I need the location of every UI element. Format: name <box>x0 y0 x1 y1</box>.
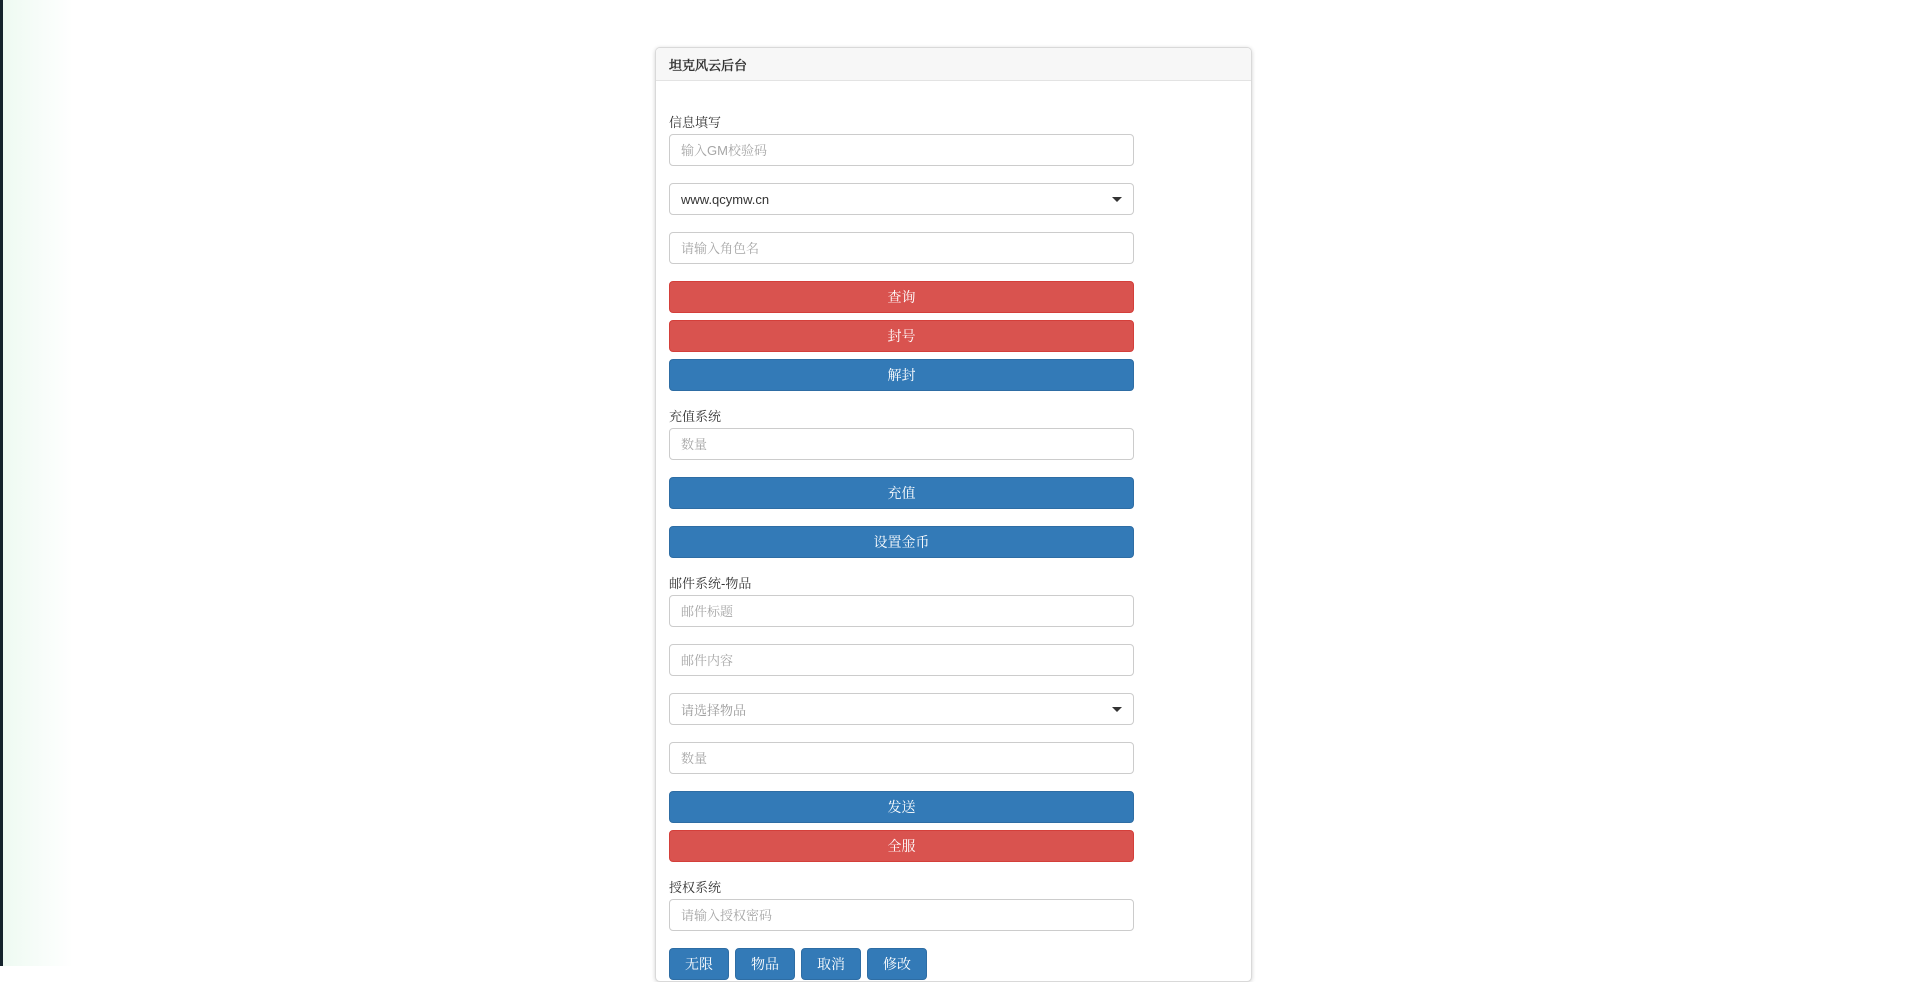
server-select-value: www.qcymw.cn <box>681 191 770 207</box>
query-button[interactable]: 查询 <box>669 281 1134 313</box>
ban-button[interactable]: 封号 <box>669 320 1134 352</box>
recharge-amount-input[interactable] <box>669 428 1134 460</box>
info-section-label: 信息填写 <box>669 115 722 130</box>
item-select[interactable] <box>669 693 1134 725</box>
form-column <box>669 114 1134 980</box>
mail-section-label: 邮件系统-物品 <box>669 576 752 591</box>
server-select[interactable] <box>669 183 1134 215</box>
chevron-down-icon <box>1112 707 1122 712</box>
mail-title-input[interactable] <box>669 595 1134 627</box>
admin-panel-card <box>655 47 1252 982</box>
set-gold-button[interactable]: 设置金币 <box>669 526 1134 558</box>
send-button[interactable]: 发送 <box>669 791 1134 823</box>
modify-button[interactable]: 修改 <box>867 948 927 980</box>
auth-password-input[interactable] <box>669 899 1134 931</box>
gm-code-input[interactable] <box>669 134 1134 166</box>
unlimited-button[interactable]: 无限 <box>669 948 729 980</box>
panel-header <box>656 48 1251 81</box>
recharge-button[interactable]: 充值 <box>669 477 1134 509</box>
unban-button[interactable]: 解封 <box>669 359 1134 391</box>
mail-amount-input[interactable] <box>669 742 1134 774</box>
page-left-gradient <box>3 0 73 966</box>
cancel-button[interactable]: 取消 <box>801 948 861 980</box>
item-button[interactable]: 物品 <box>735 948 795 980</box>
all-server-button[interactable]: 全服 <box>669 830 1134 862</box>
item-select-value: 请选择物品 <box>681 702 747 718</box>
panel-body <box>656 81 1251 980</box>
recharge-section-label: 充值系统 <box>669 409 722 424</box>
panel-title: 坦克风云后台 <box>669 57 748 73</box>
role-name-input[interactable] <box>669 232 1134 264</box>
mail-content-input[interactable] <box>669 644 1134 676</box>
auth-buttons-row <box>669 948 1134 980</box>
chevron-down-icon <box>1112 197 1122 202</box>
auth-section-label: 授权系统 <box>669 880 722 895</box>
